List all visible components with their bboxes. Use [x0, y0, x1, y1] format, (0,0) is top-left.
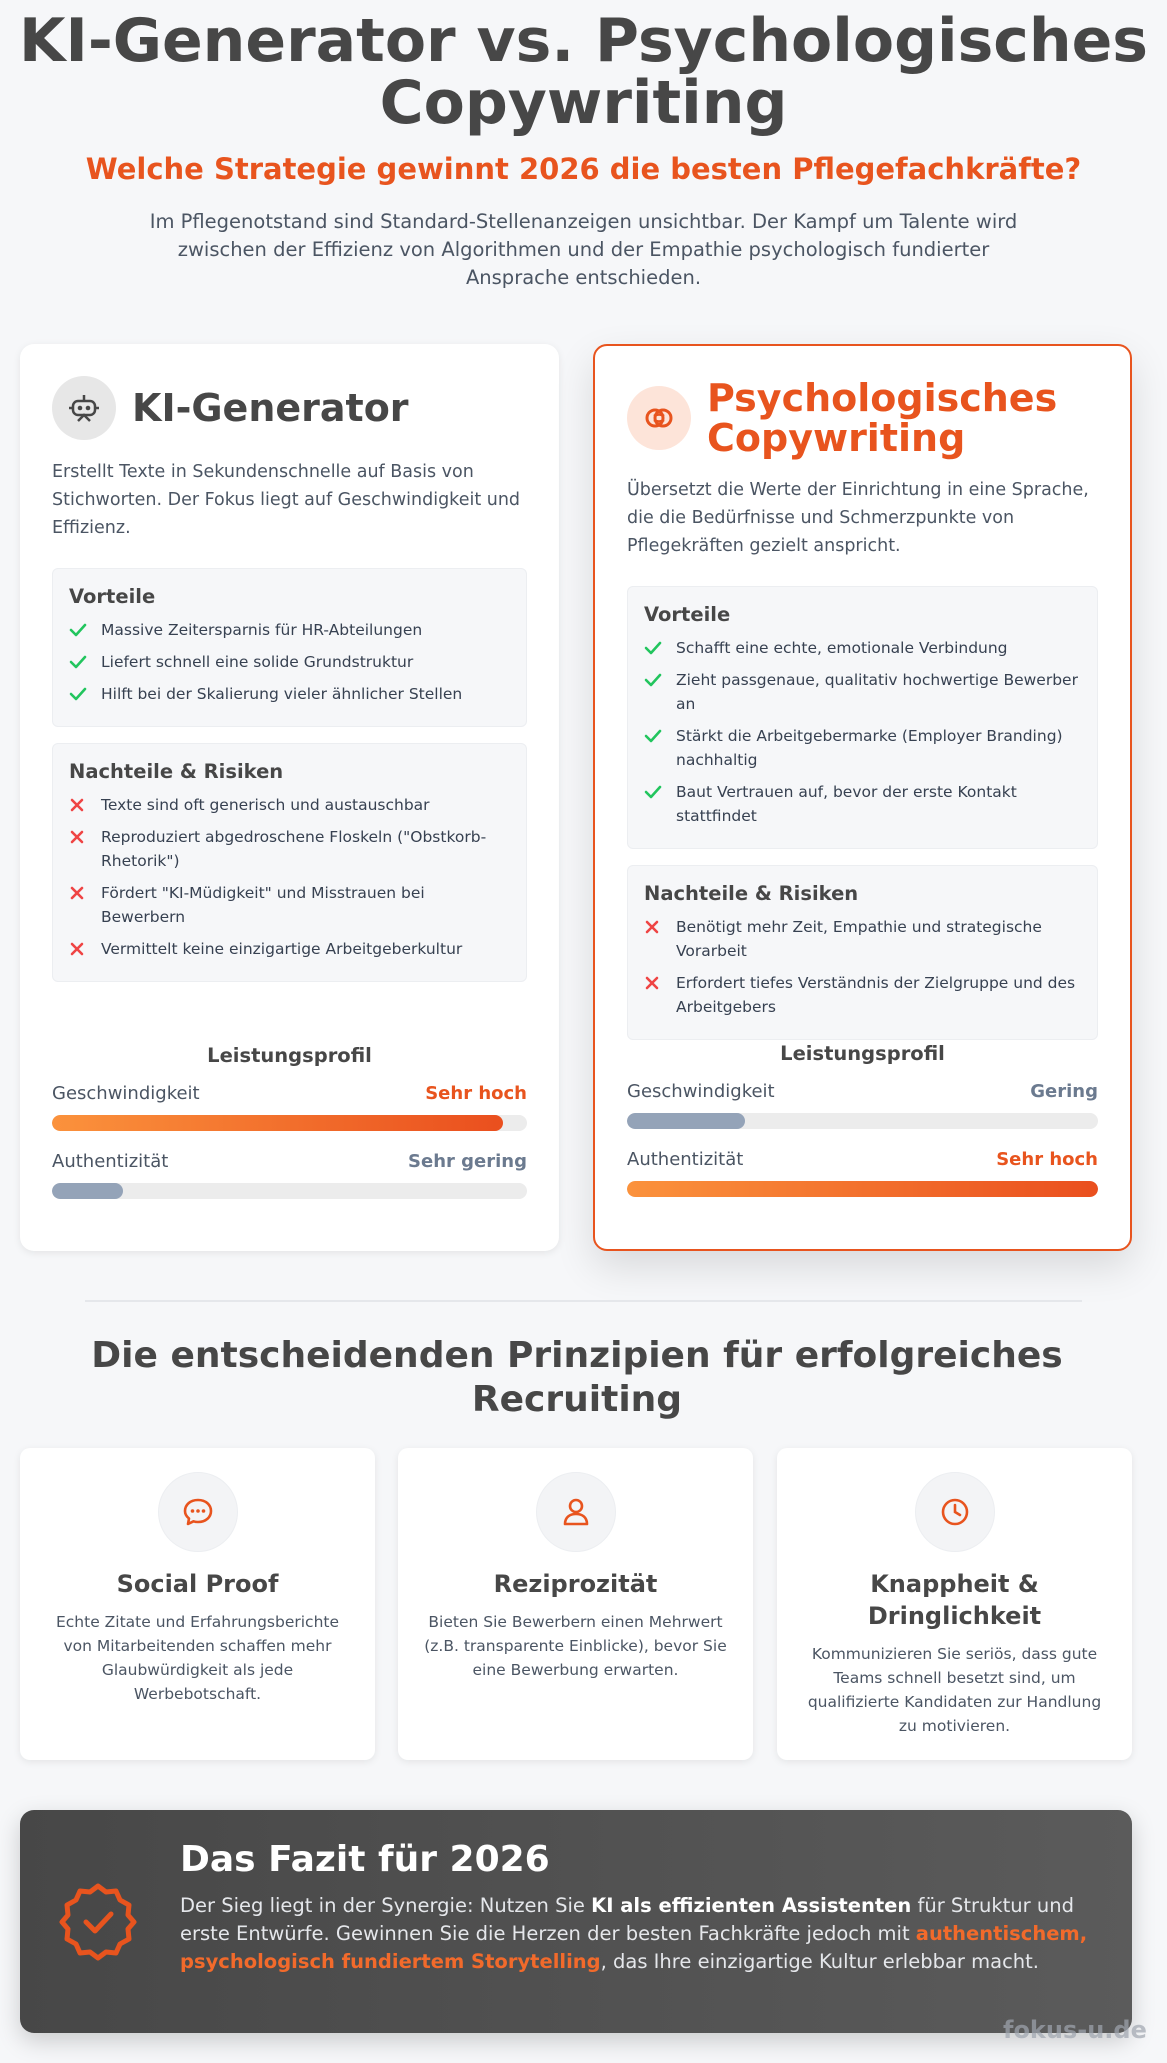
ki-cons-title: Nachteile & Risiken — [69, 760, 284, 783]
psy-con-text: Erfordert tiefes Verständnis der Zielgruppe und des Arbeitgebers — [676, 974, 1076, 1016]
ki-metric-track — [52, 1115, 527, 1131]
page-title: KI-Generator vs. Psychologisches Copywriting — [19, 6, 1148, 138]
psy-metric-row — [627, 1149, 1098, 1171]
principle-card-social-proof — [20, 1448, 375, 1760]
ki-con-text: Fördert "KI-Müdigkeit" und Misstrauen bei Bewerbern — [101, 884, 425, 926]
psy-cons-title: Nachteile & Risiken — [644, 882, 859, 905]
psy-pro-text: Schafft eine echte, emotionale Verbindung — [676, 639, 1008, 657]
ki-card-description: Erstellt Texte in Sekundenschnelle auf Basis von Stichworten. Der Fokus liegt auf Geschwindigkeit und Effizienz. — [52, 462, 521, 538]
metric-label: Authentizität — [52, 1151, 169, 1172]
ki-pro-item — [69, 618, 510, 642]
conclusion-text: Der Sieg liegt in der Synergie: Nutzen Sie KI als effizienten Assistenten für Struktur und erste Entwürfe. Gewinnen Sie die Herzen der besten Fachkräfte jedoch mit authentischem, psychologisch fundiertem Storytelling, das Ihre einzigartige Kultur erlebbar macht. — [180, 1894, 1088, 1973]
check-icon — [644, 636, 662, 660]
check-icon — [644, 780, 662, 804]
person-icon — [536, 1472, 616, 1552]
ki-con-text: Vermittelt keine einzigartige Arbeitgeberkultur — [101, 940, 463, 958]
psy-pros-list — [644, 636, 1081, 828]
metric-label: Geschwindigkeit — [52, 1083, 200, 1104]
check-icon — [69, 650, 87, 674]
metric-label: Geschwindigkeit — [627, 1081, 775, 1102]
ki-pro-item — [69, 682, 510, 706]
psy-pro-text: Zieht passgenaue, qualitativ hochwertige Bewerber an — [676, 671, 1078, 713]
section-divider — [85, 1300, 1082, 1302]
ki-metric-row — [52, 1151, 527, 1173]
ki-con-item — [69, 881, 510, 929]
cross-icon — [69, 881, 87, 905]
principle-text: Bieten Sie Bewerbern einen Mehrwert (z.B. transparente Einblicke), bevor Sie eine Bewerbung erwarten. — [424, 1613, 727, 1679]
conclusion-banner — [20, 1810, 1132, 2033]
psy-performance-title: Leistungsprofil — [780, 1042, 945, 1065]
psy-metrics — [627, 1081, 1098, 1197]
metric-value: Sehr hoch — [996, 1149, 1098, 1170]
cross-icon — [644, 971, 662, 995]
principle-title: Social Proof — [116, 1570, 279, 1598]
ki-generator-card — [20, 344, 559, 1251]
principle-title: Knappheit & Dringlichkeit — [867, 1570, 1042, 1630]
principle-title: Reziprozität — [493, 1570, 658, 1598]
principle-card-reciprocity — [398, 1448, 753, 1760]
ki-pro-item — [69, 650, 510, 674]
psy-con-item — [644, 971, 1081, 1019]
page-subtitle: Welche Strategie gewinnt 2026 die besten Pflegefachkräfte? — [85, 152, 1082, 186]
check-icon — [644, 668, 662, 692]
ki-metric-fill — [52, 1115, 503, 1131]
principle-text: Kommunizieren Sie seriös, dass gute Teams schnell besetzt sind, um qualifizierte Kandidaten zur Handlung zu motivieren. — [807, 1645, 1102, 1735]
ki-metric-row — [52, 1083, 527, 1105]
psy-pro-text: Baut Vertrauen auf, bevor der erste Kontakt stattfindet — [676, 783, 1017, 825]
check-icon — [69, 618, 87, 642]
psy-card-description: Übersetzt die Werte der Einrichtung in eine Sprache, die die Bedürfnisse und Schmerzpunkte von Pflegekräften gezielt anspricht. — [627, 480, 1089, 556]
psy-copywriting-card — [593, 344, 1132, 1251]
ki-performance-profile — [52, 1044, 527, 1219]
ki-pros-title: Vorteile — [69, 585, 156, 608]
ki-pro-text: Hilft bei der Skalierung vieler ähnlicher Stellen — [101, 685, 463, 703]
badge-check-icon — [56, 1880, 140, 1964]
ki-cons-list — [69, 793, 510, 961]
check-icon — [69, 682, 87, 706]
psy-cons-list — [644, 915, 1081, 1019]
psy-metric-track — [627, 1181, 1098, 1197]
psy-performance-profile — [627, 1042, 1098, 1217]
psy-pro-item — [644, 780, 1081, 828]
metric-value: Gering — [1030, 1081, 1098, 1102]
watermark: fokus-u.de — [1003, 2016, 1147, 2044]
ki-card-header — [52, 376, 527, 440]
page-header — [0, 0, 1167, 292]
conclusion-title: Das Fazit für 2026 — [180, 1839, 550, 1880]
ki-con-text: Reproduziert abgedroschene Floskeln ("Obstkorb-Rhetorik") — [101, 828, 487, 870]
principle-card-scarcity — [777, 1448, 1132, 1760]
cross-icon — [69, 793, 87, 817]
conclusion-bold: KI als effizienten Assistenten — [591, 1894, 912, 1917]
psy-metric-track — [627, 1113, 1098, 1129]
psy-metric-fill — [627, 1113, 745, 1129]
ki-performance-title: Leistungsprofil — [207, 1044, 372, 1067]
metric-value: Sehr hoch — [425, 1083, 527, 1104]
psy-con-item — [644, 915, 1081, 963]
ki-pros-box — [52, 568, 527, 727]
psy-pro-text: Stärkt die Arbeitgebermarke (Employer Branding) nachhaltig — [676, 727, 1063, 769]
psy-card-header — [627, 378, 1098, 458]
psy-pros-box — [627, 586, 1098, 849]
ki-cons-box — [52, 743, 527, 982]
principle-text: Echte Zitate und Erfahrungsberichte von Mitarbeitenden schaffen mehr Glaubwürdigkeit als jede Werbebotschaft. — [55, 1613, 340, 1703]
ki-pro-text: Massive Zeitersparnis für HR-Abteilungen — [101, 621, 423, 639]
check-icon — [644, 724, 662, 748]
psy-pro-item — [644, 724, 1081, 772]
metric-value: Sehr gering — [408, 1151, 527, 1172]
metric-label: Authentizität — [627, 1149, 744, 1170]
psy-card-title: Psychologisches Copywriting — [707, 376, 1058, 460]
ki-con-item — [69, 825, 510, 873]
psy-metric-fill — [627, 1181, 1098, 1197]
clock-icon — [915, 1472, 995, 1552]
psy-cons-box — [627, 865, 1098, 1040]
ki-metrics — [52, 1083, 527, 1199]
principles-grid — [20, 1448, 1132, 1760]
conclusion-accent: authentischem, psychologisch fundiertem Storytelling — [180, 1922, 1088, 1973]
cross-icon — [644, 915, 662, 939]
intro-text: Im Pflegenotstand sind Standard-Stellenanzeigen unsichtbar. Der Kampf um Talente wird zwischen der Effizienz von Algorithmen und der Empathie psychologisch fundierter Ansprache entschieden. — [149, 210, 1018, 289]
psy-pro-item — [644, 668, 1081, 716]
cross-icon — [69, 937, 87, 961]
ki-con-item — [69, 937, 510, 961]
psy-pro-item — [644, 636, 1081, 660]
ki-metric-track — [52, 1183, 527, 1199]
psy-con-text: Benötigt mehr Zeit, Empathie und strategische Vorarbeit — [676, 918, 1042, 960]
robot-icon — [52, 376, 116, 440]
ki-metric-fill — [52, 1183, 123, 1199]
ki-pros-list — [69, 618, 510, 706]
principles-title: Die entscheidenden Prinzipien für erfolgreiches Recruiting — [91, 1335, 1063, 1420]
cross-icon — [69, 825, 87, 849]
ki-con-item — [69, 793, 510, 817]
brain-icon — [627, 386, 691, 450]
ki-card-title: KI-Generator — [132, 386, 409, 430]
ki-con-text: Texte sind oft generisch und austauschbar — [101, 796, 430, 814]
psy-metric-row — [627, 1081, 1098, 1103]
psy-pros-title: Vorteile — [644, 603, 731, 626]
chat-bubble-icon — [158, 1472, 238, 1552]
comparison-cards — [20, 344, 1132, 1251]
ki-pro-text: Liefert schnell eine solide Grundstruktur — [101, 653, 414, 671]
